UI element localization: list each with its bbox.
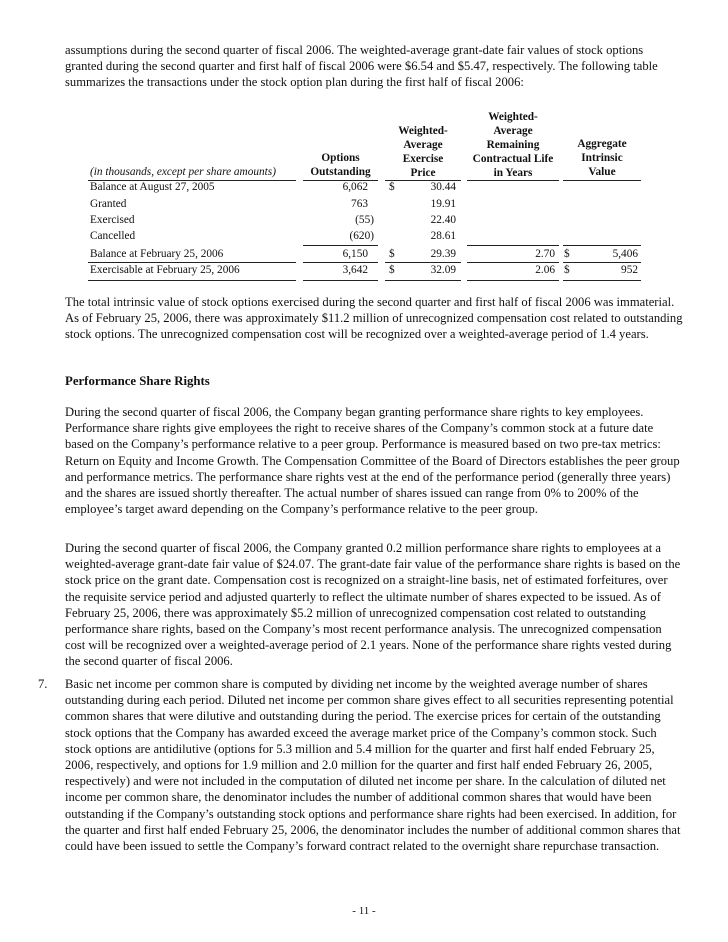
value-dollar: $ [564,248,570,260]
note-number: 7. [38,677,48,691]
value-header-line: Intrinsic [581,152,623,164]
options-value: 763 [351,198,368,210]
row-label: Exercisable at February 25, 2006 [90,264,240,276]
subtotal-rule [563,245,641,246]
price-header-line: Price [410,167,436,179]
intrinsic-value: 5,406 [612,248,638,260]
row-rule [88,262,296,263]
price-dollar: $ [389,264,395,276]
life-header-line: in Years [493,167,533,179]
row-label: Cancelled [90,230,136,242]
price-value: 29.39 [430,248,456,260]
price-value: 28.61 [430,230,456,242]
row-label: Exercised [90,214,135,226]
price-value: 32.09 [430,264,456,276]
note-7-text: Basic net income per common share is computed by dividing net income by the weighted average number of shares outstanding during each period. Diluted net income per common share gives effect to all securities representing potential common shares that were dilutive and outstanding during the period. The exercise prices for certain of the outstanding stock options that the Company has awarded exceed the average market price of the Company’s common stock. Such stock options are antidilutive (options for 5.3 million and 5.4 million for the quarter and first half ended February 25, 2006, respectively, and options for 1.9 million and 2.0 million for the quarter and first half ended February 26, 2005, respectively) and were not included in the computation of diluted net income per share. In the calculation of diluted net income per common share, the denominator includes the number of additional common shares that would have been outstanding if the Company’s outstanding stock options and performance share rights had been exercised. In addition, for the quarter and first half ended February 25, 2006, the denominator includes the number of additional common shares that could have been issued to settle the Company’s forward contract related to the overnight share repurchase transaction. [65,677,681,854]
header-rule [563,180,641,181]
row-label: Balance at February 25, 2006 [90,248,224,260]
subtotal-rule [467,245,559,246]
life-header-line: Contractual Life [472,153,554,165]
life-header-line: Average [493,125,533,137]
options-value: (55) [355,214,374,226]
options-header [303,151,378,179]
psr-paragraph-2: During the second quarter of fiscal 2006, the Company granted 0.2 million performance share rights to employees at a weighted-average grant-date fair value of $24.07. The grant-date fair value of the performance share rights is based on the stock price on the grant date. Compensation cost is recognized on a straight-line basis, net of estimated forfeitures, over the requisite service period and adjusted quarterly to reflect the ultimate number of shares expected to be issued. As of February 25, 2006, there was approximately $5.2 million of unrecognized compensation cost related to outstanding performance share rights, based on the Company’s most recent performance analysis. The unrecognized compensation cost will be recognized over a weighted-average period of 2.1 years. None of the performance share rights vested during the second quarter of fiscal 2006. [65,541,681,669]
life-value: 2.06 [535,264,555,276]
row-label: Balance at August 27, 2005 [90,181,215,193]
bottom-rule [303,280,378,281]
price-value: 30.44 [430,181,456,193]
stock-option-table [0,0,728,290]
options-value: 6,150 [342,248,368,260]
price-value: 22.40 [430,214,456,226]
life-header [465,110,561,180]
life-value: 2.70 [535,248,555,260]
row-rule [303,262,378,263]
price-value: 19.91 [430,198,456,210]
life-header-line: Weighted- [488,111,538,123]
options-header-line: Outstanding [310,166,371,178]
intro-paragraph: assumptions during the second quarter of fiscal 2006. The weighted-average grant-date fair values of stock options granted during the second quarter and first half of fiscal 2006 were $6.54 and $5.47, respectively. The following table summarizes the transactions under the stock option plan during the first half of fiscal 2006: [65,43,658,90]
bottom-rule [88,280,296,281]
header-rule [467,180,559,181]
row-rule [385,262,461,263]
value-header-line: Value [588,166,616,178]
bottom-rule [467,280,559,281]
table-units-note: (in thousands, except per share amounts) [90,166,276,178]
intrinsic-value: 952 [621,264,638,276]
price-header-line: Average [403,139,443,151]
section-heading: Performance Share Rights [65,374,210,388]
price-dollar: $ [389,248,395,260]
intrinsic-value-paragraph: The total intrinsic value of stock options exercised during the second quarter and first half of fiscal 2006 was immaterial. As of February 25, 2006, there was approximately $11.2 million of unrecognized compensation cost related to outstanding stock options. The unrecognized compensation cost will be recognized over a weighted-average period of 1.4 years. [65,295,683,342]
psr-paragraph-1: During the second quarter of fiscal 2006, the Company began granting performance share rights to key employees. Performance share rights give employees the right to receive shares of the Company’s common stock at a future date based on the Company’s performance relative to a peer group. Performance is measured based on two pre-tax metrics: Return on Equity and Income Growth. The Compensation Committee of the Board of Directors establishes the peer group and performance metrics. The performance share rights vest at the end of the performance period (generally three years) and the shares are issued shortly thereafter. The actual number of shares issued can range from 0% to 200% of the employee’s target award depending on the Company’s performance relative to the peer group. [65,405,680,517]
options-value: 6,062 [342,181,368,193]
price-header [383,124,463,180]
row-label: Granted [90,198,127,210]
price-header-line: Exercise [402,153,444,165]
value-header [563,137,641,179]
life-header-line: Remaining [486,139,540,151]
options-value: (620) [349,230,374,242]
page-number: - 11 - [352,905,376,917]
price-dollar: $ [389,181,395,193]
bottom-rule [563,280,641,281]
value-dollar: $ [564,264,570,276]
row-rule [467,262,559,263]
subtotal-rule [303,245,378,246]
bottom-rule [385,280,461,281]
value-header-line: Aggregate [577,138,627,150]
options-header-line: Options [321,152,360,164]
options-value: 3,642 [342,264,368,276]
row-rule [563,262,641,263]
price-header-line: Weighted- [398,125,448,137]
